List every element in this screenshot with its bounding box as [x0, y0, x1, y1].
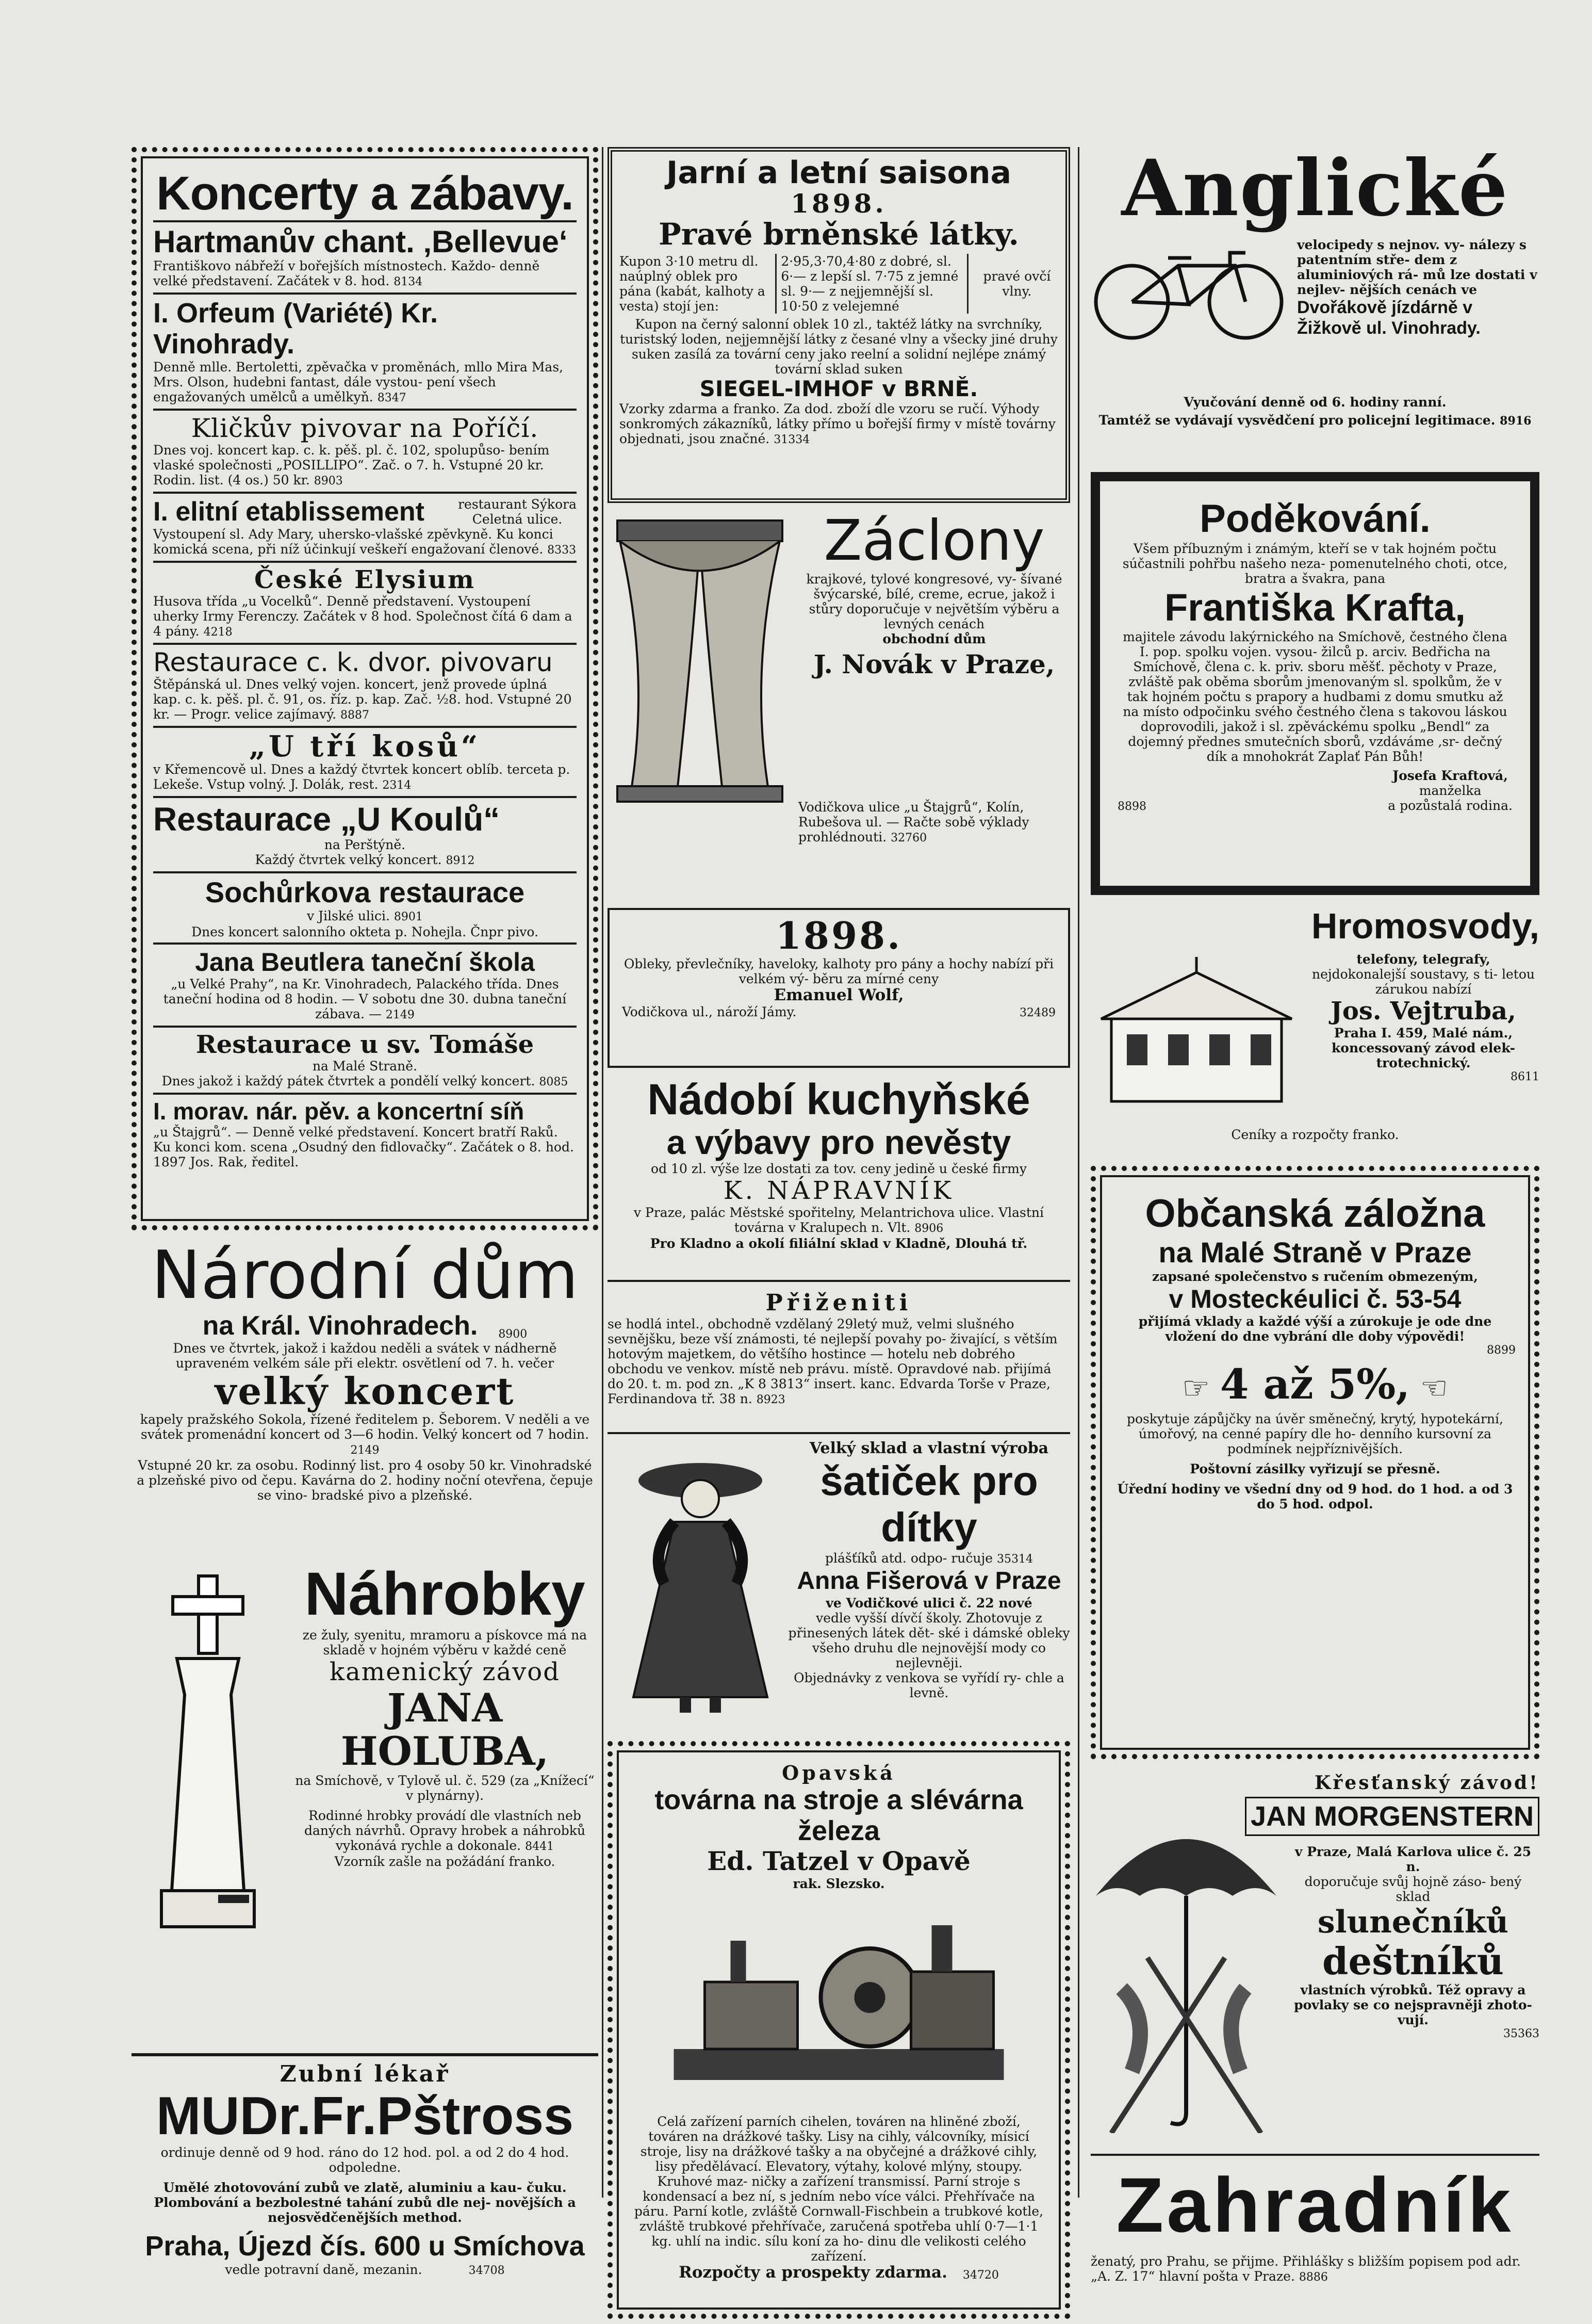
podekovani-sign2: manželka: [1419, 783, 1482, 798]
koulu-title: Restaurace „U Koulů“: [153, 801, 500, 838]
tomase-num: 8085: [539, 1076, 568, 1088]
saticek-addr: ve Vodičkové ulici č. 22 nové: [826, 1596, 1032, 1611]
podekovani-text2: majitele závodu lakýrnického na Smíchově, čestného člena I. pop. spolku vojen. vysou- žilců p. arciv. Bedřicha na Smíchově, člena c. k. priv. sboru měšť. pěchoty v Praze, zvláště pak oběma sborům jmenovaným sl. spolkům, že v tak hojném počtu s prapory a hudbami z domu smutku až na místo odpočinku svého čestného člena s takovou láskou doprovodili, jakož i sl. zpěváckému spolku „Bendl“ za dojemný přednes smutečních sborů, vzdáváme ,sr- dečný dík a mnohokrát Zaplať Pán Bůh!: [1123, 629, 1507, 764]
narodni-text3: Vstupné 20 kr. za osobu. Rodinný list. pro 4 osoby 50 kr. Vinohradské a plzeňské pivo od čepu. Kavárna do 2. hodiny noční otevřena, čepuje se vino- bradské pivo a plzeňské.: [137, 1458, 593, 1503]
tomase-sub: na Malé Straně.: [312, 1059, 418, 1074]
zalozna-text5: Úřední hodiny ve všední dny od 9 hod. do 1 hod. a od 3 do 5 hod. odpol.: [1117, 1482, 1513, 1512]
column-rule-1: [602, 147, 603, 2198]
zaclony-num: 32760: [891, 832, 927, 844]
saisona-k2: 2·95,3·70,4·80 z dobré, sl. 6·— z lepší sl. 7·75 z jemné sl. 9·— z nejjemnější sl. 10·50 z velejemné: [775, 254, 968, 314]
saisona-firm: SIEGEL-IMHOF v BRNĚ.: [699, 376, 978, 401]
bellevue-text: Františkovo nábřeží v bořejších místnostech. Každo- denně velké představení. Začátek v 8. hod.: [153, 258, 540, 288]
anglicke-text1: velocipedy s nejnov. vy- nálezy s patentním stře- dem z aluminiových rá- mů lze dostati v nejlev- nějších cenách ve: [1297, 237, 1537, 297]
nahrobky-text3: Vzorník zašle na požádání franko.: [334, 1854, 555, 1869]
saisona-sub: Pravé brněnské látky.: [659, 217, 1019, 252]
nadobi-ad: [608, 1076, 1070, 1282]
dentist-ad: [132, 2053, 598, 2321]
wolf-title: 1898.: [775, 914, 902, 957]
saticek-ad: [608, 1439, 1070, 1733]
zaclony-ad: [608, 511, 1070, 898]
zaclony-text: krajkové, tylové kongresové, vy- šívané švýcarské, bílé, creme, ecrue, jakož i stůry doporučuje v největším výběru a levných cenách: [806, 572, 1062, 631]
morav-year: 1897: [153, 1155, 186, 1169]
hromosvody-name: Jos. Vejtruba,: [1331, 997, 1516, 1026]
tomase-text: Dnes jakož i každý pátek čtvrtek a pondělí velký koncert.: [161, 1074, 535, 1088]
tomase-entry: [153, 1026, 577, 1090]
morgenstern-num: 35363: [1503, 2027, 1539, 2040]
hromosvody-num: 8611: [1511, 1070, 1539, 1083]
klicka-title: Kličkův pivovar na Poříčí.: [191, 413, 539, 443]
bicycle-icon: [1091, 240, 1287, 343]
anglicke-firm: Dvořákově jízdárně v Žižkově ul. Vinohrady.: [1297, 298, 1481, 338]
zahradnik-num: 8886: [1299, 2271, 1328, 2284]
trikosu-entry: [153, 726, 577, 793]
nahrobky-ad: [132, 1561, 598, 2020]
saticek-num: 35314: [996, 1553, 1033, 1566]
zalozna-addr: v Mosteckéulici č. 53-54: [1169, 1285, 1462, 1313]
koulu-sub: na Perštýně.: [324, 837, 406, 852]
prizeniti-title: Přiženiti: [765, 1290, 912, 1316]
morgenstern-big2: deštníků: [1322, 1939, 1504, 1983]
trikosu-title: „U tří kosů“: [249, 729, 481, 763]
house-lightning-rod-icon: [1091, 957, 1302, 1107]
elitni-text: Vystoupení sl. Ady Mary, uhersko-vlašské zpěvkyně. Ku konci komická scena, při níž účinkují veškeří engažovaní členové.: [153, 527, 553, 557]
elitni-num: 8333: [547, 544, 577, 557]
saisona-text: Kupon na černý salonní oblek 10 zl., taktéž látky na svrchníky, turistský loden, nejjemnější látky z česané vlny a všecky jiné druhy suken zasílá za tovární ceny jako reelní a solidní nejlépe známý tovární sklad suken: [620, 317, 1058, 377]
bellevue-title: Hartmanův chant. ‚Bellevue‘: [153, 224, 568, 259]
dentist-name: MUDr.Fr.Pštross: [156, 2086, 574, 2146]
bellevue-entry: [153, 220, 577, 289]
pointing-hand-left-icon: ☞: [1182, 1370, 1210, 1406]
nahrobky-name: JANA HOLUBA,: [340, 1685, 549, 1774]
saisona-num: 31334: [774, 433, 810, 446]
zahradnik-text: ženatý, pro Prahu, se přijme. Přihlášky s bližším popisem pod adr. „A. Z. 17“ hlavní pošta v Praze.: [1091, 2254, 1521, 2284]
podekovani-text1: Všem příbuzným i známým, kteří se v tak hojném počtu súčastnili pohřbu našeho neza- pomenutelného choti, otce, bratra a švakra, pana: [1122, 541, 1508, 586]
narodni-num: 8900: [498, 1328, 528, 1341]
beutler-entry: [153, 942, 577, 1022]
narodni-text1: Dnes ve čtvrtek, jakož i každou neděli a svátek v nádherně upraveném velkém sále při elektr. osvětlení od 7. h. večer: [173, 1341, 557, 1371]
morgenstern-top: Křesťanský závod!: [1315, 1772, 1539, 1794]
wolf-num: 32489: [1020, 1006, 1056, 1019]
umbrella-icon: [1091, 1803, 1282, 2133]
podekovani-sign3: a pozůstalá rodina.: [1388, 798, 1513, 813]
wolf-addr: Vodičkova ul., nároží Jámy.: [622, 1004, 797, 1019]
sochurkova-text: Dnes koncert salonního okteta p. Nohejla. Čnpr pivo.: [191, 924, 538, 939]
trikosu-sign: J. Dolák, rest.: [290, 777, 379, 792]
podekovani-sign1: Josefa Kraftová,: [1392, 768, 1508, 783]
nahrobky-num: 8441: [525, 1840, 554, 1853]
dentist-text1: ordinuje denně od 9 hod. ráno do 12 hod. pol. a od 2 do 4 hod. odpoledne.: [160, 2145, 569, 2175]
nadobi-firm: K. NÁPRAVNÍK: [723, 1176, 955, 1205]
pointing-hand-right-icon: ☞: [1420, 1370, 1448, 1406]
anglicke-text2: Vyučování denně od 6. hodiny ranní.: [1184, 395, 1447, 410]
morgenstern-ad: [1091, 1772, 1539, 2143]
wolf-name: Emanuel Wolf,: [774, 986, 904, 1004]
podekovani-name: Františka Krafta,: [1164, 586, 1466, 629]
saisona-foot: Vzorky zdarma a franko. Za dod. zboží dle vzoru se ručí. Výhody sonkromých zákazníků, látky přímo u bořejší firmy v místě továrny objednati, jsou značné.: [619, 401, 1056, 446]
nahrobky-k: kamenický závod: [330, 1657, 560, 1686]
saticek-top: Velký sklad a vlastní výroba: [809, 1439, 1049, 1457]
zahradnik-title: Zahradník: [1116, 2162, 1514, 2248]
koulu-text: Každý čtvrtek velký koncert.: [255, 852, 442, 867]
koulu-num: 8912: [446, 854, 475, 867]
trikosu-num: 2314: [382, 779, 412, 792]
elysium-text: Husova třída „u Vocelků“. Denně představení. Vystoupení uherky Irmy Ferenczy. Začátek v 8 hod. Společnost čítá 6 dam a 4 pány.: [153, 594, 572, 639]
column-rule-2: [1078, 147, 1079, 2198]
hromosvody-ad: [1091, 905, 1539, 1153]
concerts-header: Koncerty a zábavy.: [156, 167, 573, 220]
sochurkova-num: 8901: [393, 911, 423, 923]
sochurkova-title: Sochůrkova restaurace: [205, 876, 525, 908]
opava-firm: Ed. Tatzel v Opavě: [707, 1846, 971, 1876]
nadobi-sub: a výbavy pro nevěsty: [666, 1123, 1011, 1161]
elysium-num: 4218: [203, 626, 233, 639]
anglicke-title: Anglické: [1121, 147, 1509, 234]
elysium-title: České Elysium: [254, 565, 475, 594]
zaclony-addr: Vodičkova ulice „u Štajgrů“, Kolín, Rubešova ul. — Račte sobě výklady prohlédnouti.: [798, 800, 1029, 844]
pivovaru-text: Štěpánská ul. Dnes velký vojen. koncert, jenž provede úplná kap. c. k. pěš. pl. č. 91, os. říz. p. kap. Zač. ½8. hod. Vstupné 20 kr. — Progr. velice zajímavý.: [153, 677, 572, 722]
orfeum-text: Denně mlle. Bertoletti, zpěvačka v proměnách, mllo Mira Mas, Mrs. Olson, hudebni fantast, dále vystou- pení všech engažovaných umělců a umělkyň.: [153, 360, 564, 404]
anglicke-text3: Tamtéž se vydávají vysvědčení pro policejní legitimace.: [1098, 413, 1496, 428]
concerts-ad: [132, 147, 598, 1230]
saisona-title: Jarní a letní saisona: [666, 155, 1011, 191]
opava-top: Opavská: [782, 1761, 896, 1784]
klicka-entry: [153, 409, 577, 489]
zahradnik-ad: [1091, 2154, 1539, 2324]
koulu-entry: [153, 796, 577, 868]
wolf-ad: [608, 908, 1070, 1068]
hromosvody-foot: Ceníky a rozpočty franko.: [1231, 1127, 1399, 1142]
podekovani-num: 8898: [1118, 800, 1146, 813]
zaclony-sub: obchodní dům: [882, 631, 986, 646]
morgenstern-big1: slunečníků: [1317, 1904, 1509, 1940]
wolf-text: Obleky, převlečníky, haveloky, kalhoty pro pány a hochy nabízí při velkém vý- běru za mírné ceny: [623, 956, 1054, 986]
dentist-num: 34708: [468, 2264, 505, 2277]
opava-title: továrna na stroje a slévárna železa: [654, 1784, 1023, 1846]
elitni-title: I. elitní etablissement: [153, 497, 424, 527]
saticek-text1: plášťíků atd. odpo- ručuje: [825, 1551, 993, 1566]
tombstone-cross-icon: [141, 1571, 275, 1942]
elitni-entry: [153, 492, 577, 558]
prizeniti-text: se hodlá intel., obchodně vzdělaný 29letý muž, velmi slušného sevnějšku, beze vší známosti, té nejlepší povahy po- živající, s větším hotovým majetkem, do většího hostince — hotelu neb dobrého obchodu ve venkov. místě neb právu. místě. Opravdové nab. přijímá do 20. t. m. pod zn. „K 8 3813“ insert. kanc. Edvarda Torše v Praze, Ferdinandova tř. 38 n.: [608, 1317, 1058, 1406]
zalozna-text2: přijímá vklady a každé výší a zúrokuje je ode dne vložení do dne vybrání dle doby výpovědi!: [1138, 1314, 1492, 1344]
nahrobky-addr: na Smíchově, v Tylově ul. č. 529 (za „Knížecí“ v plynárny).: [295, 1773, 595, 1803]
pivovaru-title: Restaurace c. k. dvor. pivovaru: [153, 647, 553, 677]
girl-dress-icon: [618, 1450, 783, 1718]
klicka-num: 8903: [314, 475, 343, 487]
curtain-icon: [615, 518, 785, 807]
dentist-top: Zubní lékař: [280, 2061, 450, 2087]
podekovani-title: Poděkování.: [1200, 497, 1431, 541]
opava-ad: [608, 1741, 1070, 2319]
saisona-k1: Kupon 3·10 metru dl. naúplný oblek pro pána (kabát, kalhoty a vesta) stojí jen:: [619, 254, 765, 314]
klicka-text: Dnes voj. koncert kap. c. k. pěš. pl. č. 102, spolupůso- bením vlaské společnosti „POSILLIPO“. Zač. o 7. h. Vstupné 20 kr. Rodin. list. (4 os.) 50 kr.: [153, 443, 550, 487]
narodni-num2: 2149: [350, 1444, 380, 1457]
morav-entry: [153, 1093, 577, 1169]
morav-text: „u Štajgrů“. — Denně velké představení. Koncert bratří Raků. Ku konci kom. scena „Osudný den fidlovačky“. Začátek o 8. hod.: [153, 1125, 574, 1155]
anglicke-ad: [1091, 147, 1539, 457]
sochurkova-sub: v Jilské ulici.: [307, 908, 390, 923]
pivovaru-entry: [153, 643, 577, 723]
nahrobky-text2: Rodinné hrobky provádí dle vlastních neb daných návrhů. Opravy hrobek a náhrobků vykonává rychle a dokonale.: [304, 1808, 586, 1853]
morgenstern-text2: vlastních výrobků. Též opravy a povlaky se co nejspravněji zhoto- vují.: [1294, 1982, 1532, 2027]
nadobi-addr: v Praze, palác Městské spořitelny, Melantrichova ulice. Vlastní továrna v Kralupech n. Vlt.: [633, 1205, 1044, 1235]
tomase-title: Restaurace u sv. Tomáše: [195, 1030, 534, 1059]
bellevue-num: 8134: [393, 275, 423, 288]
elitni-sub2: Celetná ulice.: [472, 512, 563, 527]
narodni-text2: kapely pražského Sokola, řízené ředitelem p. Šeborem. V neděli a ve svátek promenádní koncert od 3—6 hodin. Velký koncert od 7 hodin.: [140, 1412, 590, 1442]
saticek-title: šatiček pro dítky: [820, 1458, 1038, 1550]
zalozna-text3: poskytuje zápůjčky na úvěr směnečný, krytý, hypotekární, úmořový, na cenné papíry dle ho- denního kursovní za podmínek nejpříznivějších.: [1127, 1411, 1503, 1456]
dentist-foot: vedle potravní daně, mezanin.: [225, 2262, 422, 2277]
sochurkova-entry: [153, 871, 577, 939]
elysium-entry: [153, 561, 577, 640]
zaclony-title: Záclony: [824, 511, 1045, 573]
orfeum-entry: [153, 292, 577, 405]
elitni-sub1: restaurant Sýkora: [458, 497, 577, 512]
zalozna-num: 8899: [1487, 1344, 1516, 1357]
opava-text: Celá zařízení parních cihelen, továren na hliněné zboží, továren na drážkové tašky. Lisy na cihly, válcovníky, mísicí stroje, lisy na drážkové tašky a na obyčejné a drážkové cihly, lisy předělávací. Elevatory, výtahy, kolové mlýny, stoupy. Kruhové maz- ničky a zařízení transmissí. Parní stroje s kondensací a bez ní, s jedním nebo více válci. Přehřívače na páru. Parní kotle, zvláště Cornwall-Fischbein a trubkové kotle, zvláště trubkové přehřívače, zaručená spotřeba uhlí 0·7—1·1 kg. uhlí na indic. sílu koní za ho- dinu dle velikosti celého zařízení.: [634, 2114, 1044, 2264]
nadobi-num: 8906: [914, 1222, 944, 1235]
morgenstern-addr: v Praze, Malá Karlova ulice č. 25 n.: [1294, 1844, 1532, 1874]
narodni-sub: na Král. Vinohradech.: [202, 1311, 478, 1341]
dentist-text2: Umělé zhotovování zubů ve zlatě, aluminiu a kau- čuku. Plombování a bezbolestné tahání zubů dle nej- novějších a nejosvědčenějších method.: [154, 2180, 576, 2225]
opava-sub: rak. Slezsko.: [793, 1876, 885, 1891]
zalozna-sub: na Malé Straně v Praze: [1158, 1236, 1472, 1269]
machine-engraving-icon: [630, 1894, 1047, 2111]
zalozna-text1: zapsané společenstvo s ručením obmezeným,: [1152, 1269, 1478, 1284]
zalozna-text4: Poštovní zásilky vyřizují se přesně.: [1190, 1461, 1440, 1476]
orfeum-num: 8347: [377, 392, 406, 404]
saisona-year: 1898.: [791, 188, 887, 219]
prizeniti-ad: [608, 1290, 1070, 1434]
hromosvody-title: Hromosvody,: [1311, 906, 1539, 946]
beutler-text: „u Velké Prahy“, na Kr. Vinohradech, Palackého třída. Dnes taneční hodina od 8 hodin. — V sobotu dne 30. dubna taneční zábava. —: [163, 977, 567, 1021]
prizeniti-num: 8923: [756, 1393, 785, 1406]
opava-foot: Rozpočty a prospekty zdarma.: [679, 2263, 947, 2282]
zalozna-rate: 4 až 5%,: [1220, 1360, 1410, 1408]
opava-num: 34720: [962, 2269, 999, 2282]
anglicke-num: 8916: [1500, 414, 1532, 428]
saisona-ad: [608, 147, 1070, 503]
zalozna-title: Občanská záložna: [1145, 1192, 1485, 1236]
nahrobky-title: Náhrobky: [304, 1561, 585, 1628]
morav-sign: Jos. Rak, ředitel.: [190, 1155, 299, 1169]
podekovani-ad: [1091, 472, 1539, 895]
narodni-big: velký koncert: [215, 1369, 515, 1413]
zaclony-firm: J. Novák v Praze,: [813, 649, 1055, 679]
saticek-text2: vedle vyšší dívčí školy. Zhotovuje z přinesených látek dět- ské i dámské obleky všeho druhu dle nejnovější mody co nejlevněji.: [788, 1611, 1070, 1670]
trikosu-text: v Křemencově ul. Dnes a každý čtvrtek koncert oblíb. terceta p. Lekeše. Vstup volný.: [153, 762, 570, 792]
hromosvody-text: nejdokonalejší soustavy, s ti- letou zárukou nabízí: [1311, 967, 1535, 997]
zalozna-ad: [1091, 1166, 1539, 1759]
hromosvody-addr: Praha I. 459, Malé nám., koncessovaný závod elek- trotechnický.: [1331, 1026, 1516, 1070]
nahrobky-text1: ze žuly, syenitu, mramoru a pískovce má na skladě v hojném výběru v každé ceně: [302, 1628, 587, 1657]
beutler-num: 2149: [385, 1009, 415, 1021]
saisona-k3: pravé ovčí vlny.: [983, 269, 1051, 299]
orfeum-title: I. Orfeum (Variété) Kr. Vinohrady.: [153, 298, 438, 360]
nadobi-title: Nádobí kuchyňské: [647, 1076, 1030, 1124]
saticek-name: Anna Fišerová v Praze: [797, 1567, 1061, 1595]
narodni-title: Národní dům: [151, 1241, 579, 1314]
morgenstern-text1: doporučuje svůj hojně záso- bený sklad: [1304, 1874, 1522, 1904]
narodni-dum-ad: [132, 1241, 598, 1545]
morgenstern-title: JAN MORGENSTERN: [1245, 1797, 1539, 1836]
pivovaru-num: 8887: [340, 709, 370, 722]
saticek-text3: Objednávky z venkova se vyřídí ry- chle a levně.: [794, 1670, 1064, 1700]
nadobi-foot: Pro Kladno a okolí filiální sklad v Kladně, Dlouhá tř.: [650, 1236, 1028, 1251]
morav-title: I. morav. nár. pěv. a koncertní síň: [153, 1098, 524, 1125]
hromosvody-sub: telefony, telegrafy,: [1356, 952, 1490, 967]
nadobi-text: od 10 zl. výše lze dostati za tov. ceny jedině u české firmy: [651, 1161, 1027, 1176]
beutler-title: Jana Beutlera taneční škola: [195, 948, 535, 977]
dentist-addr: Praha, Újezd čís. 600 u Smíchova: [145, 2231, 585, 2262]
